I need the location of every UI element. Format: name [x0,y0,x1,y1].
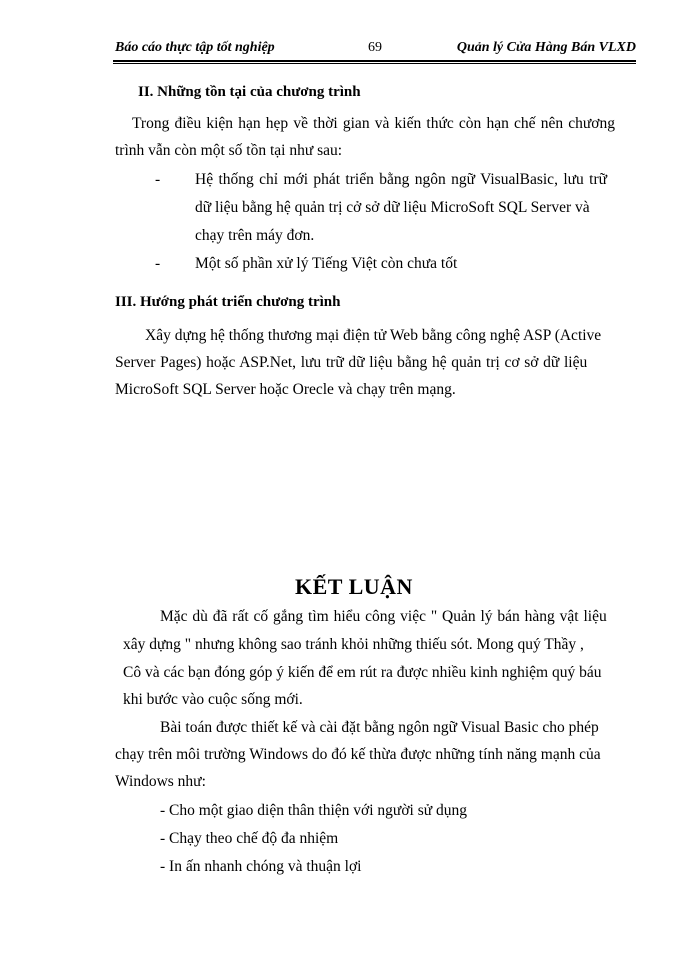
header-report-title: Báo cáo thực tập tốt nghiệp [115,40,275,55]
bullet-marker: - [155,171,161,188]
section-2-intro-line: trình vẫn còn một số tồn tại như sau: [115,142,343,159]
conclusion-list-item: - Cho một giao diện thân thiện với người sử dụng [160,802,468,819]
section-3-line: Xây dựng hệ thống thương mại điện tử Web bằng công nghệ ASP (Active [145,327,602,344]
bullet-marker: - [155,255,161,272]
section-2-intro-line: Trong điều kiện hạn hẹp về thời gian và kiến thức còn hạn chế nên chương [132,115,615,132]
conclusion-title: KẾT LUẬN [295,574,413,599]
section-3-line: Server Pages) hoặc ASP.Net, lưu trữ dữ liệu bằng hệ quản trị cơ sở dữ liệu [115,354,588,371]
bullet-1-line: dữ liệu bằng hệ quản trị cở sở dữ liệu MicroSoft SQL Server và [195,199,590,216]
bullet-2-text: Một số phần xử lý Tiếng Việt còn chưa tốt [195,255,458,272]
conclusion-paragraph-line: Cô và các bạn đóng góp ý kiến để em rút ra được nhiều kinh nghiệm quý báu [123,664,602,681]
conclusion-paragraph-line: Mặc dù đã rất cố gắng tìm hiểu công việc " Quản lý bán hàng vật liệu [160,608,607,625]
conclusion-list-item: - Chạy theo chế độ đa nhiệm [160,830,339,847]
header-divider [113,60,636,64]
conclusion-list-item: - In ấn nhanh chóng và thuận lợi [160,858,362,875]
conclusion-paragraph-line: Bài toán được thiết kế và cài đặt bằng ngôn ngữ Visual Basic cho phép [160,719,599,736]
page-number: 69 [368,40,382,55]
conclusion-paragraph-line: chạy trên môi trường Windows do đó kế thừa được những tính năng mạnh của [115,746,601,763]
section-3-heading: III. Hướng phát triển chương trình [115,294,341,310]
conclusion-paragraph-line: xây dựng " nhưng không sao tránh khỏi những thiếu sót. Mong quý Thầy , [123,636,584,653]
conclusion-paragraph-line: Windows như: [115,773,206,790]
page-header [113,40,636,60]
bullet-1-line: Hệ thống chỉ mới phát triển bằng ngôn ngữ VisualBasic, lưu trữ [195,171,608,188]
section-3-line: MicroSoft SQL Server hoặc Orecle và chạy trên mạng. [115,381,456,398]
section-2-heading: II. Những tồn tại của chương trình [138,84,361,100]
header-project-title: Quản lý Cửa Hàng Bán VLXD [456,40,636,55]
bullet-1-line: chạy trên máy đơn. [195,227,315,244]
conclusion-paragraph-line: khi bước vào cuộc sống mới. [123,691,303,708]
